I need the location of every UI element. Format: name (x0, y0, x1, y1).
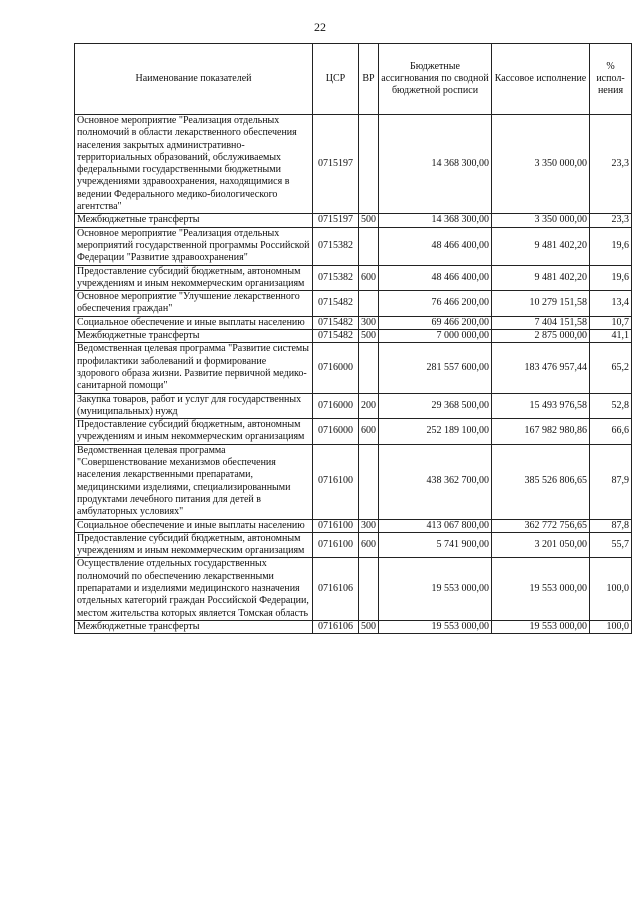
table-row (75, 330, 632, 343)
cell-csr: 0715482 (313, 316, 359, 329)
table-row (75, 214, 632, 227)
cell-csr: 0715482 (313, 291, 359, 317)
cell-percent: 23,3 (590, 214, 632, 227)
cell-percent: 19,6 (590, 265, 632, 291)
cell-csr: 0716106 (313, 558, 359, 620)
cell-execution: 385 526 806,65 (492, 444, 590, 519)
cell-percent: 66,6 (590, 419, 632, 445)
cell-assignments: 76 466 200,00 (379, 291, 492, 317)
page-number: 22 (314, 20, 326, 34)
cell-assignments: 19 553 000,00 (379, 620, 492, 633)
cell-execution: 7 404 151,58 (492, 316, 590, 329)
header-assignments: Бюджетные ассигнования по сводной бюджетной росписи (379, 44, 492, 115)
cell-csr: 0716000 (313, 343, 359, 393)
cell-csr: 0715382 (313, 265, 359, 291)
cell-name: Основное мероприятие "Реализация отдельных полномочий в области лекарственного обеспечения населения закрытых административно-территориальных образований, обслуживаемых федеральными государственными бюджетными учреждениями здравоохранения, находящимися в ведении Федерального медико-биологического агентства" (75, 115, 313, 214)
cell-assignments: 48 466 400,00 (379, 265, 492, 291)
cell-vr: 300 (359, 316, 379, 329)
cell-execution: 183 476 957,44 (492, 343, 590, 393)
cell-percent: 87,8 (590, 519, 632, 532)
cell-vr (359, 291, 379, 317)
cell-vr (359, 558, 379, 620)
cell-name: Основное мероприятие "Реализация отдельных мероприятий государственной программы Российской Федерации "Развитие здравоохранения" (75, 227, 313, 265)
table-row (75, 227, 632, 265)
cell-percent: 41,1 (590, 330, 632, 343)
cell-execution: 15 493 976,58 (492, 393, 590, 419)
cell-vr: 500 (359, 214, 379, 227)
table-row (75, 532, 632, 558)
cell-assignments: 48 466 400,00 (379, 227, 492, 265)
cell-name: Осуществление отдельных государственных полномочий по обеспечению лекарственными препаратами и изделиями медицинского назначения отдельных категорий граждан Российской Федерации, местом жительства которых является Томская область (75, 558, 313, 620)
table-row (75, 265, 632, 291)
cell-name: Социальное обеспечение и иные выплаты населению (75, 316, 313, 329)
cell-execution: 3 350 000,00 (492, 115, 590, 214)
header-execution: Кассовое исполнение (492, 44, 590, 115)
cell-percent: 19,6 (590, 227, 632, 265)
table-row (75, 343, 632, 393)
cell-vr: 500 (359, 620, 379, 633)
header-name: Наименование показателей (75, 44, 313, 115)
table-header-row (75, 44, 632, 115)
cell-vr: 600 (359, 265, 379, 291)
cell-execution: 167 982 980,86 (492, 419, 590, 445)
cell-vr: 600 (359, 532, 379, 558)
cell-name: Межбюджетные трансферты (75, 620, 313, 633)
cell-vr (359, 115, 379, 214)
cell-csr: 0715382 (313, 227, 359, 265)
table-row (75, 444, 632, 519)
table-row (75, 620, 632, 633)
cell-vr: 600 (359, 419, 379, 445)
cell-csr: 0716000 (313, 419, 359, 445)
budget-execution-table (74, 43, 632, 634)
table-row (75, 393, 632, 419)
cell-percent: 65,2 (590, 343, 632, 393)
cell-assignments: 413 067 800,00 (379, 519, 492, 532)
cell-execution: 362 772 756,65 (492, 519, 590, 532)
cell-name: Предоставление субсидий бюджетным, автономным учреждениям и иным некоммерческим организациям (75, 532, 313, 558)
cell-assignments: 19 553 000,00 (379, 558, 492, 620)
cell-name: Ведомственная целевая программа "Развитие системы профилактики заболеваний и формирование здорового образа жизни. Развитие первичной медико-санитарной помощи" (75, 343, 313, 393)
header-csr: ЦСР (313, 44, 359, 115)
cell-name: Межбюджетные трансферты (75, 330, 313, 343)
cell-assignments: 438 362 700,00 (379, 444, 492, 519)
cell-csr: 0716106 (313, 620, 359, 633)
cell-assignments: 69 466 200,00 (379, 316, 492, 329)
cell-name: Межбюджетные трансферты (75, 214, 313, 227)
cell-percent: 23,3 (590, 115, 632, 214)
cell-percent: 55,7 (590, 532, 632, 558)
cell-name: Закупка товаров, работ и услуг для государственных (муниципальных) нужд (75, 393, 313, 419)
table-row (75, 558, 632, 620)
cell-percent: 87,9 (590, 444, 632, 519)
table-row (75, 291, 632, 317)
cell-name: Социальное обеспечение и иные выплаты населению (75, 519, 313, 532)
cell-percent: 10,7 (590, 316, 632, 329)
cell-vr: 500 (359, 330, 379, 343)
table-row (75, 419, 632, 445)
cell-vr (359, 343, 379, 393)
cell-execution: 9 481 402,20 (492, 265, 590, 291)
cell-csr: 0716100 (313, 532, 359, 558)
cell-assignments: 5 741 900,00 (379, 532, 492, 558)
cell-percent: 100,0 (590, 620, 632, 633)
cell-vr: 300 (359, 519, 379, 532)
header-percent: % испол-нения (590, 44, 632, 115)
table-row (75, 519, 632, 532)
cell-assignments: 29 368 500,00 (379, 393, 492, 419)
cell-percent: 100,0 (590, 558, 632, 620)
cell-execution: 3 201 050,00 (492, 532, 590, 558)
cell-vr (359, 444, 379, 519)
cell-name: Основное мероприятие "Улучшение лекарственного обеспечения граждан" (75, 291, 313, 317)
header-vr: ВР (359, 44, 379, 115)
cell-csr: 0716000 (313, 393, 359, 419)
cell-name: Предоставление субсидий бюджетным, автономным учреждениям и иным некоммерческим организациям (75, 265, 313, 291)
cell-name: Предоставление субсидий бюджетным, автономным учреждениям и иным некоммерческим организациям (75, 419, 313, 445)
cell-execution: 3 350 000,00 (492, 214, 590, 227)
cell-execution: 2 875 000,00 (492, 330, 590, 343)
table-row (75, 115, 632, 214)
cell-vr: 200 (359, 393, 379, 419)
cell-percent: 13,4 (590, 291, 632, 317)
cell-assignments: 252 189 100,00 (379, 419, 492, 445)
cell-assignments: 7 000 000,00 (379, 330, 492, 343)
cell-csr: 0715197 (313, 115, 359, 214)
cell-execution: 19 553 000,00 (492, 620, 590, 633)
cell-csr: 0715482 (313, 330, 359, 343)
cell-vr (359, 227, 379, 265)
cell-execution: 10 279 151,58 (492, 291, 590, 317)
cell-csr: 0715197 (313, 214, 359, 227)
cell-assignments: 14 368 300,00 (379, 214, 492, 227)
cell-assignments: 14 368 300,00 (379, 115, 492, 214)
table-row (75, 316, 632, 329)
cell-csr: 0716100 (313, 519, 359, 532)
cell-assignments: 281 557 600,00 (379, 343, 492, 393)
cell-csr: 0716100 (313, 444, 359, 519)
cell-percent: 52,8 (590, 393, 632, 419)
cell-execution: 9 481 402,20 (492, 227, 590, 265)
cell-execution: 19 553 000,00 (492, 558, 590, 620)
cell-name: Ведомственная целевая программа "Совершенствование механизмов обеспечения населения лекарственными препаратами, медицинскими изделиями, специализированными продуктами лечебного питания для детей в амбулаторных условиях" (75, 444, 313, 519)
